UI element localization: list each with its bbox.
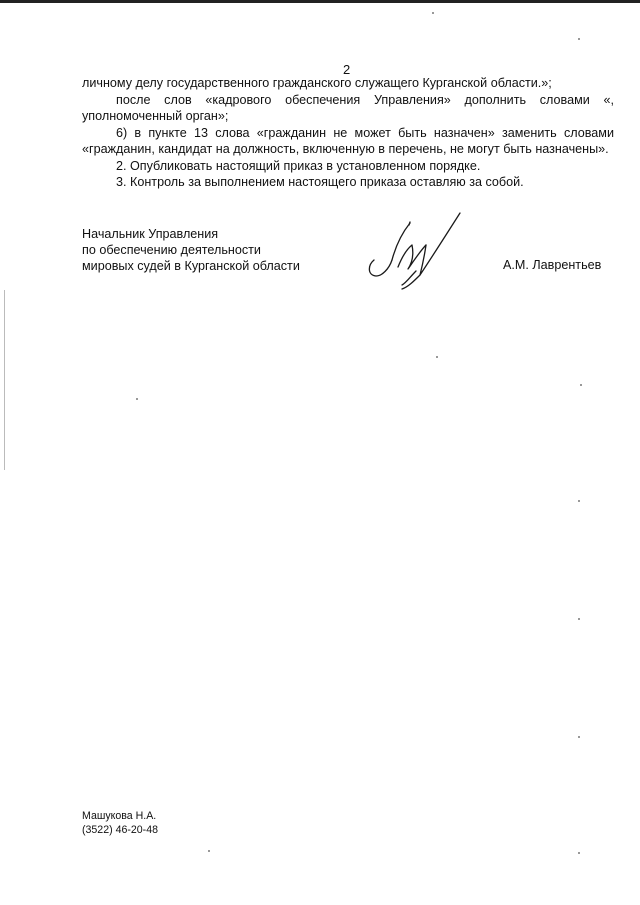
scan-edge-left bbox=[4, 290, 5, 470]
scan-speck bbox=[578, 852, 580, 854]
paragraph-amendment: после слов «кадрового обеспечения Управления» дополнить словами «, уполномоченный орган»; bbox=[82, 92, 614, 123]
handwritten-signature bbox=[362, 205, 472, 295]
paragraph-item-2: 2. Опубликовать настоящий приказ в установленном порядке. bbox=[116, 158, 481, 173]
signatory-title-line: по обеспечению деятельности bbox=[82, 243, 261, 257]
scan-speck bbox=[580, 384, 582, 386]
scan-speck bbox=[578, 618, 580, 620]
scan-speck bbox=[578, 38, 580, 40]
scan-speck bbox=[436, 356, 438, 358]
scan-speck bbox=[432, 12, 434, 14]
signatory-title-line: Начальник Управления bbox=[82, 227, 219, 241]
signatory-title-line: мировых судей в Курганской области bbox=[82, 259, 300, 273]
signatory-title bbox=[82, 226, 300, 274]
scan-speck bbox=[578, 500, 580, 502]
paragraph-continuation: личному делу государственного гражданского служащего Курганской области.»; bbox=[82, 76, 552, 90]
scan-edge-top bbox=[0, 0, 640, 3]
scan-speck bbox=[136, 398, 138, 400]
signatory-name: А.М. Лаврентьев bbox=[503, 258, 602, 272]
page-number: 2 bbox=[343, 62, 351, 77]
executor-phone: (3522) 46-20-48 bbox=[82, 824, 158, 836]
executor-name: Машукова Н.А. bbox=[82, 810, 157, 822]
paragraph-item-3: 3. Контроль за выполнением настоящего приказа оставляю за собой. bbox=[116, 175, 524, 189]
scan-speck bbox=[208, 850, 210, 852]
document-body bbox=[82, 75, 614, 191]
scan-speck bbox=[578, 736, 580, 738]
paragraph-item-6: 6) в пункте 13 слова «гражданин не может быть назначен» заменить словами «гражданин, кандидат на должность, включенную в перечень, не могут быть назначены». bbox=[82, 125, 614, 156]
executor-block bbox=[82, 809, 158, 837]
